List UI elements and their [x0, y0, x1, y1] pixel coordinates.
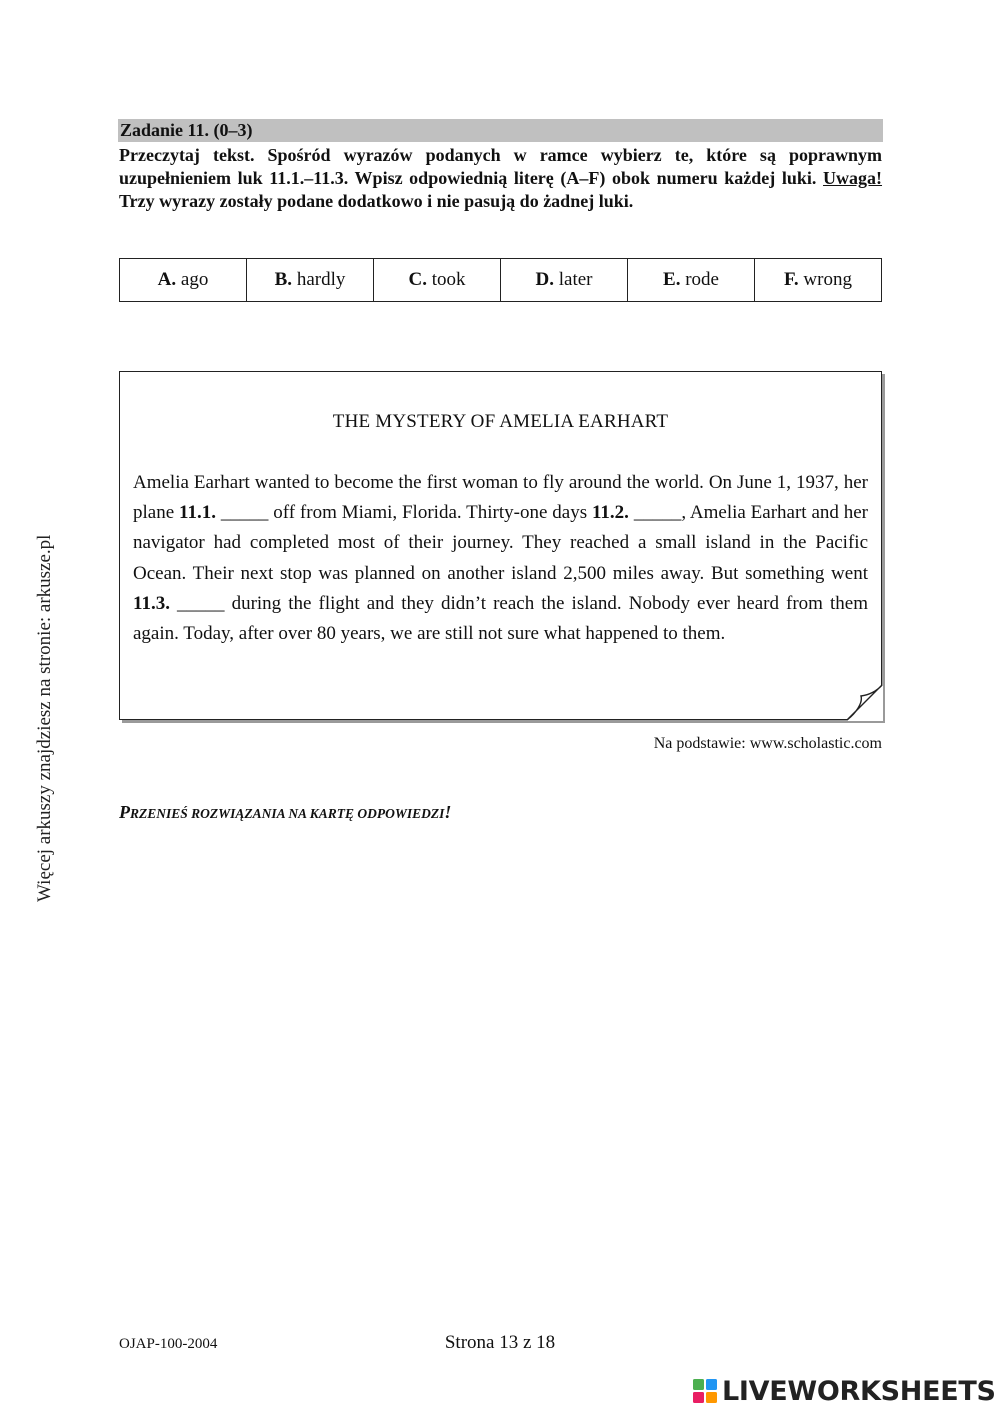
- option-word: took: [431, 269, 466, 290]
- reading-segment: _____ off from Miami, Florida. Thirty-one days: [220, 502, 588, 524]
- brand-watermark[interactable]: [692, 1376, 996, 1406]
- page-curl-icon: [847, 685, 883, 721]
- option-letter: B.: [274, 269, 293, 290]
- option-word: ago: [180, 269, 209, 290]
- option-b: [247, 259, 374, 302]
- source-note: Na podstawie: www.scholastic.com: [653, 735, 882, 752]
- reading-text-box: [119, 371, 882, 720]
- option-letter: C.: [408, 269, 427, 290]
- reading-segment: _____, Amelia Earhart and her navigator had completed most of their journey. They reached a small island in the Pacific Ocean. Their next stop was planned on another island 2,500 miles away. But something went: [133, 502, 869, 584]
- option-letter: F.: [784, 269, 799, 290]
- reading-title: THE MYSTERY OF AMELIA EARHART: [332, 411, 669, 432]
- brand-name: LIVEWORKSHEETS: [722, 1375, 996, 1407]
- task-header: Zadanie 11. (0–3): [118, 119, 883, 142]
- instruction-main: Przeczytaj tekst. Spośród wyrazów podanych w ramce wybierz te, które są poprawnym uzupełnieniem luk 11.1.–11.3. Wpisz odpowiednią literę (A–F) obok numeru każdej luki.: [119, 145, 882, 188]
- reading-body: [133, 468, 868, 649]
- option-word: rode: [685, 269, 719, 290]
- option-d: [501, 259, 628, 302]
- option-e: [628, 259, 755, 302]
- gap-label-11-3: 11.3.: [133, 592, 170, 614]
- option-letter: E.: [663, 269, 681, 290]
- task-instructions: [119, 144, 882, 213]
- exam-code: OJAP-100-2004: [119, 1336, 218, 1352]
- transfer-initial: P: [119, 802, 130, 822]
- instruction-warning: Trzy wyrazy zostały podane dodatkowo i nie pasują do żadnej luki.: [119, 191, 634, 211]
- side-note-text: Więcej arkuszy znajdziesz na stronie: arkusze.pl: [34, 534, 55, 902]
- transfer-word: NA: [288, 806, 310, 821]
- reading-segment: Amelia Earhart wanted to become the first woman to fly around the world. On June 1, 1937, her plane: [133, 472, 868, 524]
- transfer-word: ROZWIĄZANIA: [191, 806, 289, 821]
- transfer-word: RZENIEŚ: [130, 806, 192, 821]
- side-note: [30, 510, 60, 910]
- liveworksheets-logo-icon: [692, 1378, 718, 1404]
- page-number: Strona 13 z 18: [444, 1332, 556, 1353]
- option-f: [755, 259, 882, 302]
- option-word: wrong: [803, 269, 852, 290]
- transfer-word: KARTĘ: [309, 806, 358, 821]
- option-a: [120, 259, 247, 302]
- option-c: [374, 259, 501, 302]
- gap-label-11-1: 11.1.: [179, 502, 216, 524]
- transfer-end: !: [444, 802, 452, 822]
- reading-segment: _____ during the flight and they didn’t reach the island. Nobody ever heard from them again. Today, after over 80 years, we are still not sure what happened to them.: [133, 592, 868, 645]
- instruction-warning-label: Uwaga!: [823, 168, 883, 188]
- gap-label-11-2: 11.2.: [591, 502, 629, 524]
- word-options-table: [119, 258, 882, 302]
- option-letter: A.: [157, 269, 177, 290]
- transfer-note: [119, 802, 451, 823]
- option-letter: D.: [535, 269, 554, 290]
- transfer-word: ODPOWIEDZI: [357, 806, 445, 821]
- option-word: hardly: [296, 269, 346, 290]
- option-word: later: [558, 269, 593, 290]
